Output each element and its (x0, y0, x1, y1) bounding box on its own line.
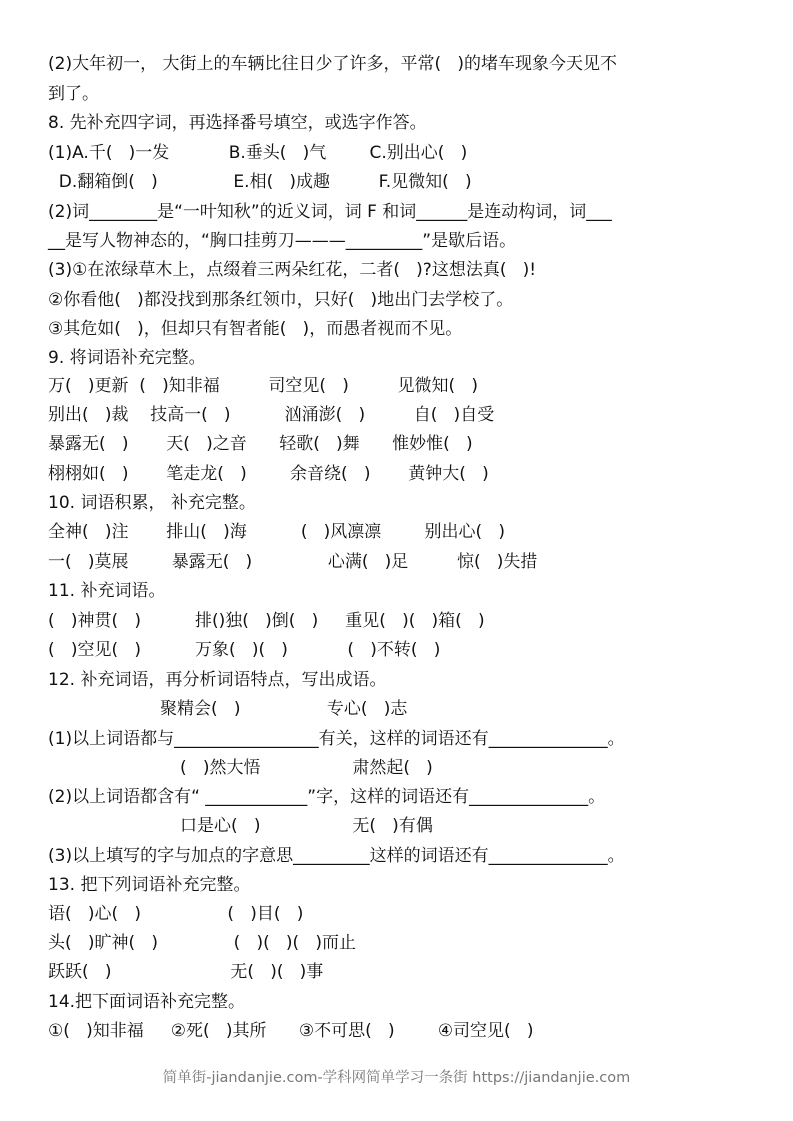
worksheet-line: 一( )莫展 暴露无( ) 心满( )足 惊( )失措 (48, 552, 538, 572)
worksheet-line: 14.把下面词语补充完整。 (48, 992, 246, 1012)
worksheet-line: __是写人物神态的，“胸口挂剪刀———_________”是歇后语。 (48, 231, 517, 251)
worksheet-line: 暴露无( ) 天( )之音 轻歌( )舞 惟妙惟( ) (48, 434, 473, 454)
worksheet-line: 跃跃( ) 无( )( )事 (48, 962, 324, 982)
worksheet-line: 11. 补充词语。 (48, 581, 166, 601)
worksheet-line: 13. 把下列词语补充完整。 (48, 875, 251, 895)
worksheet-line: 全神( )注 排山( )海 ( )风凛凛 别出心( ) (48, 522, 505, 542)
worksheet-line: ③其危如( )，但却只有智者能( )，而愚者视而不见。 (48, 319, 463, 339)
worksheet-line: ①( )知非福 ②死( )其所 ③不可思( ) ④司空见( ) (48, 1021, 534, 1041)
worksheet-line: 聚精会( ) 专心( )志 (160, 699, 408, 719)
worksheet-line: 8. 先补充四字词，再选择番号填空，或选字作答。 (48, 113, 427, 133)
worksheet-line: ②你看他( )都没找到那条红领巾，只好( )地出门去学校了。 (48, 290, 514, 310)
worksheet-line: ( )神贯( ) 排()独( )倒( ) 重见( )( )箱( ) (48, 611, 485, 631)
worksheet-line: 头( )旷神( ) ( )( )( )而止 (48, 933, 357, 953)
worksheet-line: 语( )心( ) ( )目( ) (48, 904, 304, 924)
worksheet-line: (2)大年初一， 大街上的车辆比往日少了许多，平常( )的堵车现象今天见不 (48, 54, 617, 74)
worksheet-line: (2)以上词语都含有“ ____________”字，这样的词语还有______________。 (48, 787, 606, 807)
page-footer: 简单街-jiandanjie.com-学科网简单学习一条街 https://jiandanjie.com (162, 1070, 631, 1086)
worksheet-line: (1)A.千( )一发 B.垂头( )气 C.别出心( ) (48, 143, 468, 163)
worksheet-line: 12. 补充词语，再分析词语特点，写出成语。 (48, 670, 387, 690)
worksheet-line: ( )空见( ) 万象( )( ) ( )不转( ) (48, 640, 441, 660)
worksheet-line: D.翻箱倒( ) E.相( )成趣 F.见微知( ) (48, 172, 472, 192)
worksheet-line: 10. 词语积累， 补充完整。 (48, 493, 256, 513)
worksheet-line: 别出( )裁 技高一( ) 汹涌澎( ) 自( )自受 (48, 405, 495, 425)
worksheet-line: 口是心( ) 无( )有偶 (180, 816, 433, 836)
worksheet-line: (2)词________是“一叶知秋”的近义词，词 F 和词______是连动构词，词___ (48, 202, 612, 222)
worksheet-line: (3)①在浓绿草木上，点缀着三两朵红花，二者( )?这想法真( )! (48, 260, 537, 280)
worksheet-line: (3)以上填写的字与加点的字意思_________这样的词语还有______________。 (48, 846, 625, 866)
worksheet-line: (1)以上词语都与_________________有关，这样的词语还有______________。 (48, 729, 625, 749)
worksheet-line: ( )然大悟 肃然起( ) (180, 758, 433, 778)
worksheet-line: 万( )更新 ( )知非福 司空见( ) 见微知( ) (48, 376, 478, 396)
worksheet-line: 到了。 (48, 84, 99, 104)
worksheet-line: 栩栩如( ) 笔走龙( ) 余音绕( ) 黄钟大( ) (48, 464, 489, 484)
worksheet-line: 9. 将词语补充完整。 (48, 348, 206, 368)
